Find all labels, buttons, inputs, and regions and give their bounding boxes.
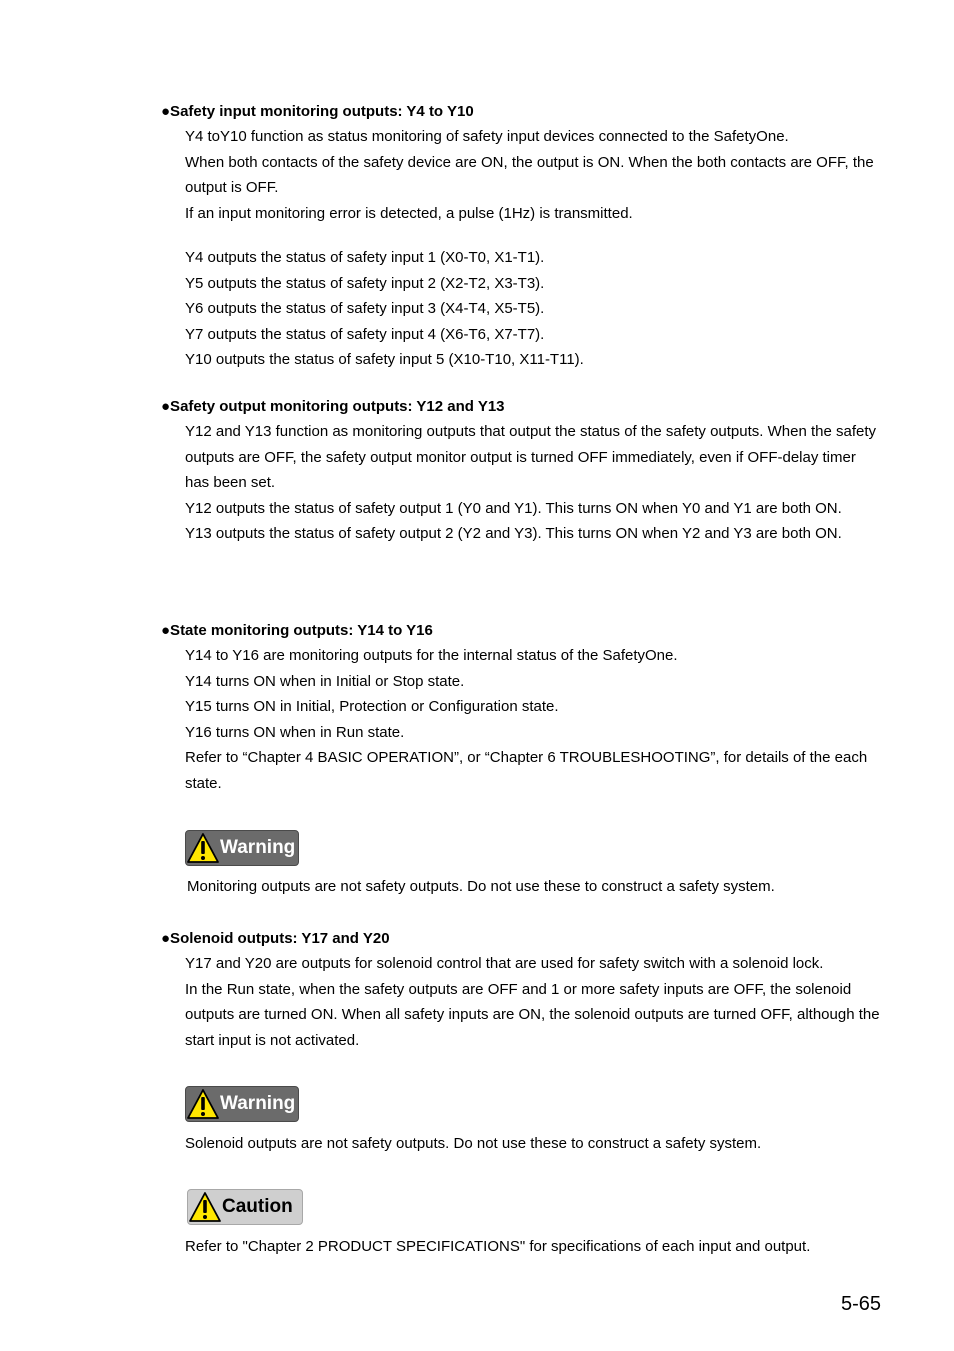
section-body-solenoid-outputs xyxy=(185,951,880,1053)
section-body-safety-input-monitoring xyxy=(185,124,880,226)
section-heading-safety-input-monitoring: ●Safety input monitoring outputs: Y4 to Y10 xyxy=(161,103,474,120)
section-body-safety-output-monitoring xyxy=(185,419,880,547)
paragraph: Y12 and Y13 function as monitoring outputs that output the status of the safety outputs. When the safety outputs are OFF, the safety output monitor output is turned OFF immediately, even if OFF-delay timer has been set. xyxy=(185,423,877,492)
paragraph: When both contacts of the safety device are ON, the output is ON. When the both contacts are OFF, the output is OFF. xyxy=(185,153,874,197)
warning-badge xyxy=(185,830,299,866)
paragraph: If an input monitoring error is detected, a pulse (1Hz) is transmitted. xyxy=(185,204,633,222)
list-item: Y10 outputs the status of safety input 5 (X10-T10, X11-T11). xyxy=(185,351,584,369)
warning-triangle-icon xyxy=(188,1191,222,1223)
paragraph: Y12 outputs the status of safety output 1 (Y0 and Y1). This turns ON when Y0 and Y1 are both ON. xyxy=(185,499,842,517)
paragraph: Y14 to Y16 are monitoring outputs for the internal status of the SafetyOne. xyxy=(185,647,678,664)
page-number: 5-65 xyxy=(840,1293,881,1315)
paragraph: Y4 toY10 function as status monitoring of safety input devices connected to the SafetyOne. xyxy=(185,128,789,145)
section-body-state-monitoring xyxy=(185,643,880,797)
warning-triangle-icon xyxy=(186,832,220,864)
warning-text xyxy=(187,874,882,900)
paragraph: Y14 turns ON when in Initial or Stop state. xyxy=(185,672,465,690)
paragraph: In the Run state, when the safety outputs are OFF and 1 or more safety inputs are OFF, the solenoid outputs are turned ON. When all safety inputs are ON, the solenoid outputs are turned OFF, although the start input is not activated. xyxy=(185,980,880,1049)
list-item: Y4 outputs the status of safety input 1 (X0-T0, X1-T1). xyxy=(185,249,545,266)
warning-label: Warning xyxy=(220,1093,296,1114)
list-item: Y5 outputs the status of safety input 2 (X2-T2, X3-T3). xyxy=(185,274,545,292)
caution-text xyxy=(185,1234,880,1260)
section-heading-safety-output-monitoring: ●Safety output monitoring outputs: Y12 and Y13 xyxy=(161,398,505,415)
paragraph: Y17 and Y20 are outputs for solenoid control that are used for safety switch with a solenoid lock. xyxy=(185,955,824,972)
caution-label: Caution xyxy=(222,1196,293,1217)
list-item: Y7 outputs the status of safety input 4 (X6-T6, X7-T7). xyxy=(185,325,545,343)
paragraph: Monitoring outputs are not safety outputs. Do not use these to construct a safety system. xyxy=(187,878,775,895)
paragraph: Y16 turns ON when in Run state. xyxy=(185,723,405,741)
safety-input-list xyxy=(185,245,880,373)
paragraph: Y13 outputs the status of safety output 2 (Y2 and Y3). This turns ON when Y2 and Y3 are both ON. xyxy=(185,525,842,543)
warning-triangle-icon xyxy=(186,1088,220,1120)
warning-label: Warning xyxy=(220,837,296,858)
paragraph: Refer to "Chapter 2 PRODUCT SPECIFICATIONS" for specifications of each input and output. xyxy=(185,1238,811,1255)
warning-badge xyxy=(185,1086,299,1122)
caution-badge xyxy=(187,1189,303,1225)
list-item: Y6 outputs the status of safety input 3 (X4-T4, X5-T5). xyxy=(185,300,545,318)
section-heading-solenoid-outputs: ●Solenoid outputs: Y17 and Y20 xyxy=(161,930,390,947)
paragraph: Solenoid outputs are not safety outputs. Do not use these to construct a safety system. xyxy=(185,1135,762,1152)
warning-text xyxy=(185,1131,880,1157)
paragraph: Y15 turns ON in Initial, Protection or Configuration state. xyxy=(185,698,559,716)
paragraph: Refer to “Chapter 4 BASIC OPERATION”, or “Chapter 6 TROUBLESHOOTING”, for details of the each state. xyxy=(185,749,868,792)
section-heading-state-monitoring: ●State monitoring outputs: Y14 to Y16 xyxy=(161,622,433,639)
